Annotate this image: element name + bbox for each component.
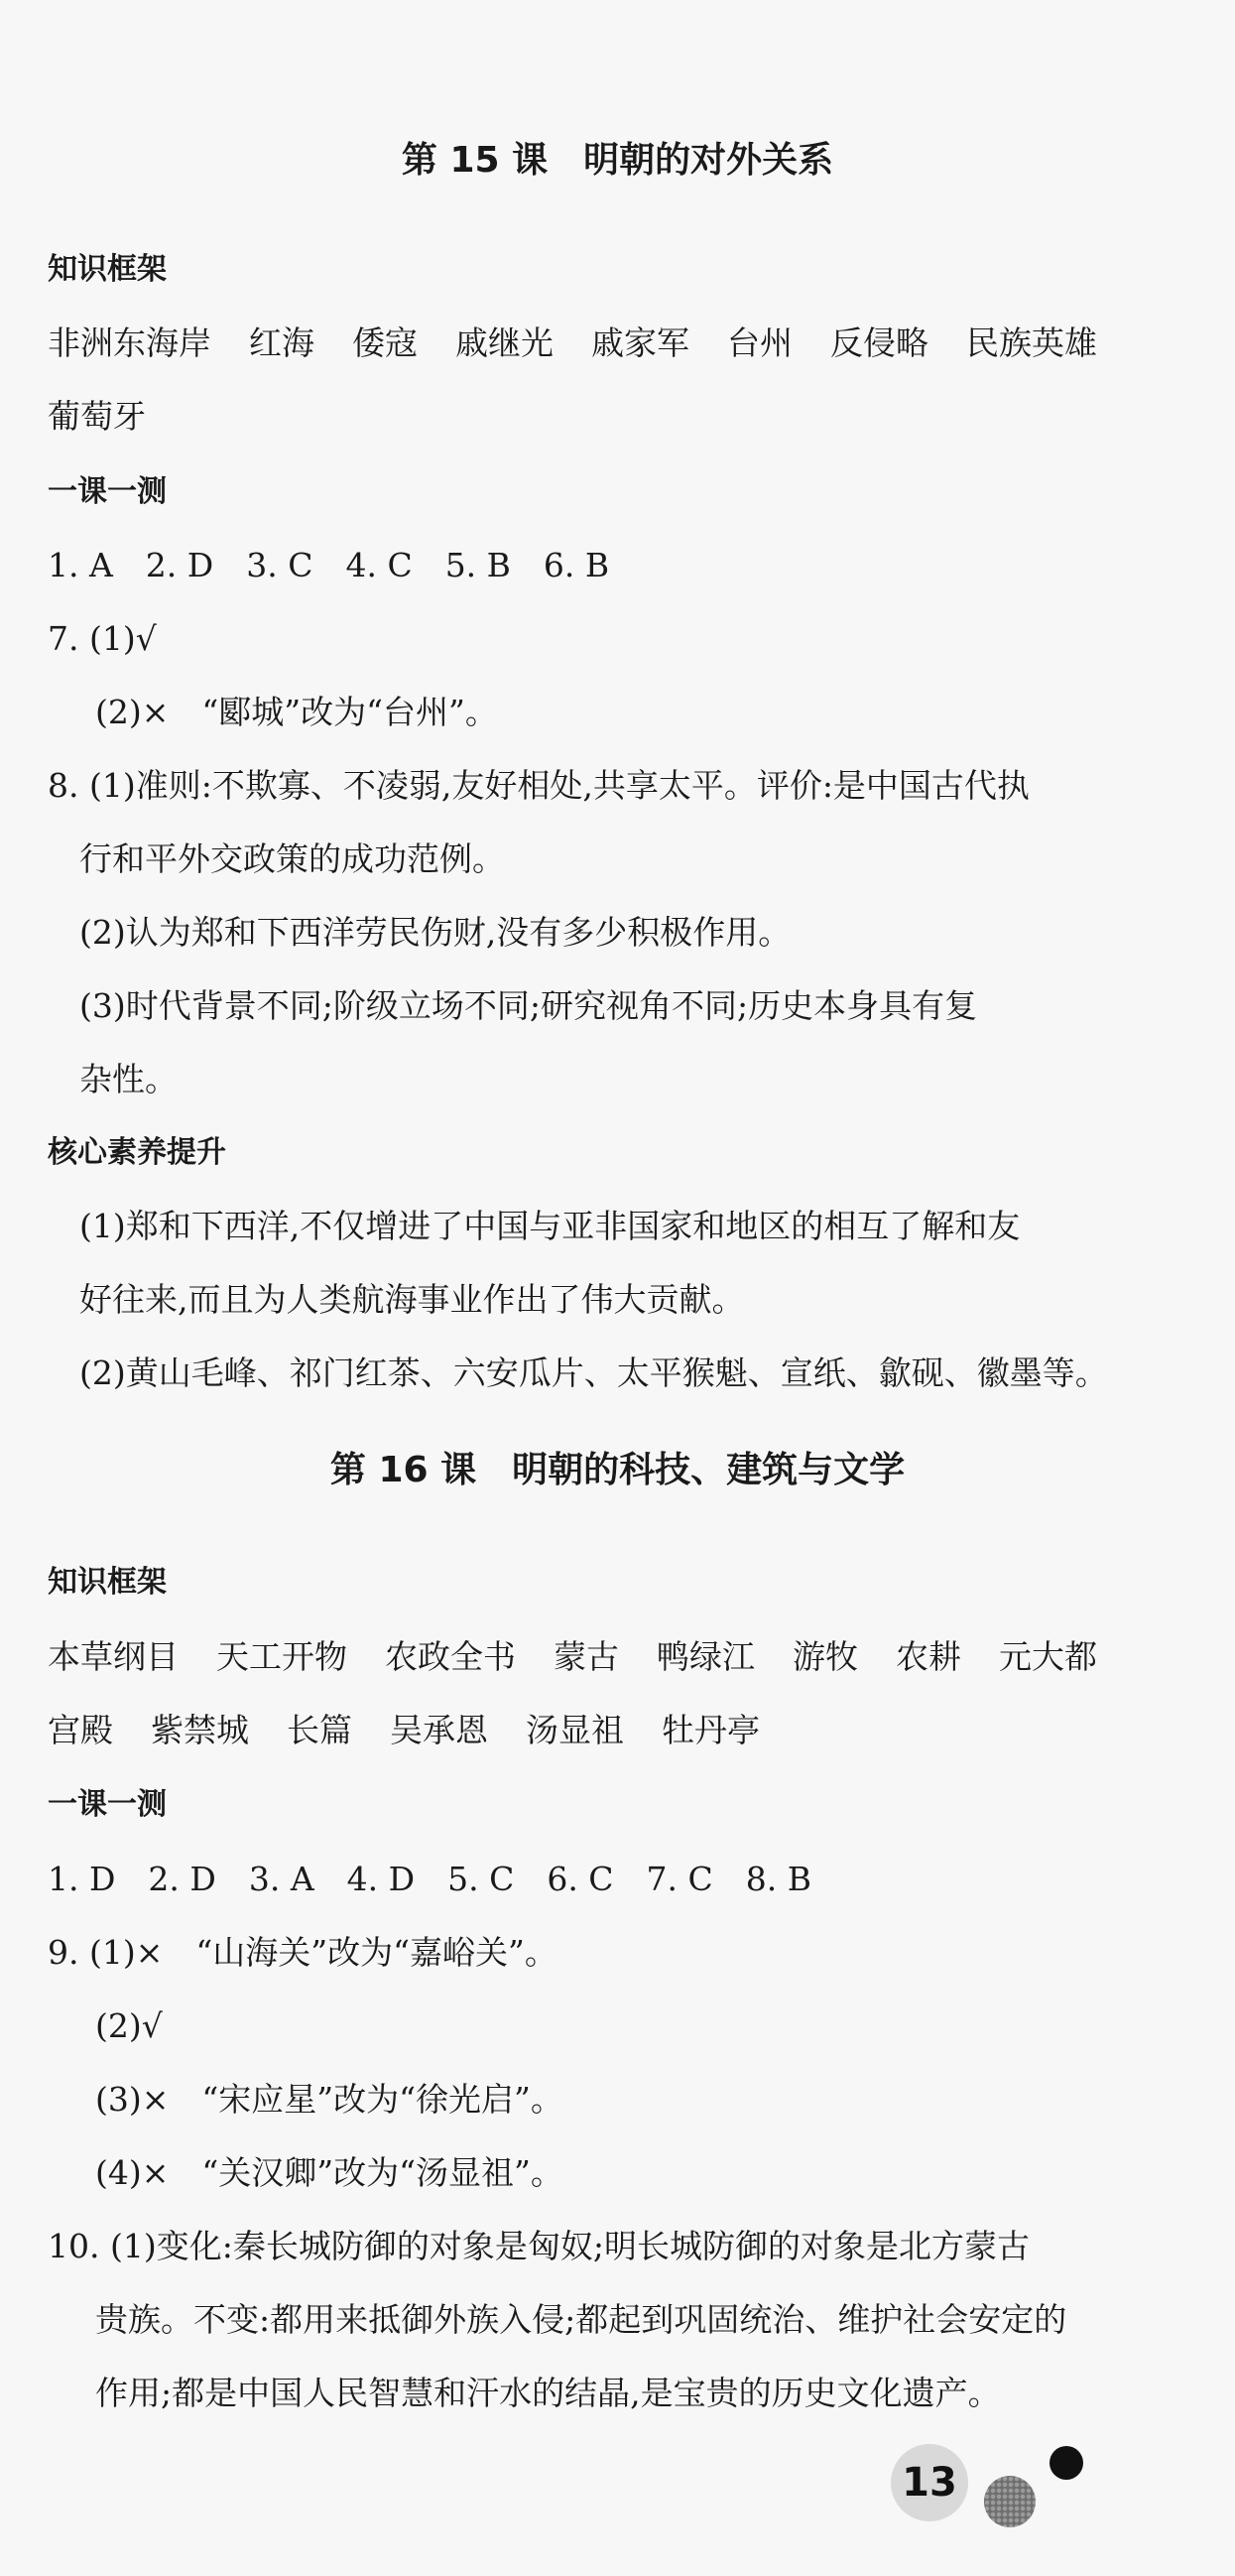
lesson16-framework-term: 农耕 bbox=[896, 1637, 961, 1676]
lesson15-framework-term: 反侵略 bbox=[830, 323, 928, 362]
lesson16-framework-term: 游牧 bbox=[793, 1637, 858, 1676]
lesson16-framework-term: 本草纲目 bbox=[48, 1637, 179, 1676]
lesson15-core-1b: 好往来,而且为人类航海事业作出了伟大贡献。 bbox=[79, 1280, 745, 1319]
lesson16-framework-terms-row1 bbox=[48, 1637, 1097, 1677]
page-number-badge bbox=[883, 2436, 1131, 2545]
lesson16-q9-2: (2)√ bbox=[95, 2006, 163, 2045]
lesson16-framework-term: 牡丹亭 bbox=[662, 1711, 760, 1749]
lesson15-q8-3b: 杂性。 bbox=[79, 1060, 178, 1098]
lesson16-test-heading: 一课一测 bbox=[48, 1787, 167, 1822]
lesson16-framework-term: 鸭绿江 bbox=[657, 1637, 755, 1676]
lesson15-framework-term: 民族英雄 bbox=[966, 323, 1097, 362]
lesson15-q8-3a: (3)时代背景不同;阶级立场不同;研究视角不同;历史本身具有复 bbox=[79, 986, 978, 1025]
lesson15-framework-terms-row2 bbox=[48, 397, 146, 437]
lesson16-framework-term: 天工开物 bbox=[216, 1637, 347, 1676]
lesson16-title: 第 16 课 明朝的科技、建筑与文学 bbox=[329, 1450, 906, 1490]
lesson15-framework-term: 台州 bbox=[727, 323, 793, 362]
lesson15-framework-heading: 知识框架 bbox=[48, 252, 167, 287]
lesson15-core-1a: (1)郑和下西洋,不仅增进了中国与亚非国家和地区的相互了解和友 bbox=[79, 1207, 1021, 1245]
lesson16-framework-term: 宫殿 bbox=[48, 1711, 113, 1749]
gray-dot-icon bbox=[984, 2476, 1036, 2527]
lesson15-framework-term: 葡萄牙 bbox=[48, 397, 146, 436]
lesson15-q7-1: 7. (1)√ bbox=[48, 619, 157, 658]
lesson16-framework-terms-row2 bbox=[48, 1711, 760, 1750]
lesson16-framework-heading: 知识框架 bbox=[48, 1565, 167, 1600]
lesson16-framework-term: 农政全书 bbox=[385, 1637, 516, 1676]
lesson16-q9-3: (3)× “宋应星”改为“徐光启”。 bbox=[95, 2080, 563, 2119]
lesson16-q10-1b: 贵族。不变:都用来抵御外族入侵;都起到巩固统治、维护社会安定的 bbox=[95, 2300, 1067, 2339]
lesson15-framework-term: 戚继光 bbox=[455, 323, 554, 362]
lesson15-core-2: (2)黄山毛峰、祁门红茶、六安瓜片、太平猴魁、宣纸、歙砚、徽墨等。 bbox=[79, 1353, 1108, 1392]
lesson16-q10-1a: 10. (1)变化:秦长城防御的对象是匈奴;明长城防御的对象是北方蒙古 bbox=[48, 2227, 1030, 2265]
lesson16-framework-term: 蒙古 bbox=[554, 1637, 619, 1676]
lesson16-framework-term: 吴承恩 bbox=[390, 1711, 488, 1749]
lesson15-title: 第 15 课 明朝的对外关系 bbox=[401, 140, 834, 181]
lesson15-q8-2: (2)认为郑和下西洋劳民伤财,没有多少积极作用。 bbox=[79, 913, 792, 952]
lesson15-answers-1-6: 1. A 2. D 3. C 4. C 5. B 6. B bbox=[48, 546, 610, 584]
lesson16-framework-term: 元大都 bbox=[999, 1637, 1097, 1676]
page-number: 13 bbox=[891, 2444, 968, 2521]
lesson15-q8-1b: 行和平外交政策的成功范例。 bbox=[79, 839, 505, 878]
lesson16-framework-term: 紫禁城 bbox=[151, 1711, 249, 1749]
lesson15-framework-term: 戚家军 bbox=[591, 323, 689, 362]
lesson16-framework-term: 汤显祖 bbox=[526, 1711, 624, 1749]
lesson16-q9-1: 9. (1)× “山海关”改为“嘉峪关”。 bbox=[48, 1933, 557, 1972]
lesson16-framework-term: 长篇 bbox=[287, 1711, 352, 1749]
lesson15-framework-term: 倭寇 bbox=[352, 323, 418, 362]
lesson15-core-heading: 核心素养提升 bbox=[48, 1135, 226, 1170]
black-dot-icon bbox=[1050, 2446, 1083, 2480]
lesson15-framework-term: 非洲东海岸 bbox=[48, 323, 211, 362]
lesson15-test-heading: 一课一测 bbox=[48, 474, 167, 509]
lesson16-answers-1-8: 1. D 2. D 3. A 4. D 5. C 6. C 7. C 8. B bbox=[48, 1860, 812, 1898]
lesson15-q7-2: (2)× “郾城”改为“台州”。 bbox=[95, 693, 498, 731]
lesson15-framework-term: 红海 bbox=[249, 323, 314, 362]
lesson16-q9-4: (4)× “关汉卿”改为“汤显祖”。 bbox=[95, 2153, 563, 2192]
lesson16-q10-1c: 作用;都是中国人民智慧和汗水的结晶,是宝贵的历史文化遗产。 bbox=[95, 2374, 1001, 2412]
lesson15-framework-terms-row1 bbox=[48, 323, 1097, 363]
lesson15-q8-1a: 8. (1)准则:不欺寡、不凌弱,友好相处,共享太平。评价:是中国古代执 bbox=[48, 766, 1030, 805]
